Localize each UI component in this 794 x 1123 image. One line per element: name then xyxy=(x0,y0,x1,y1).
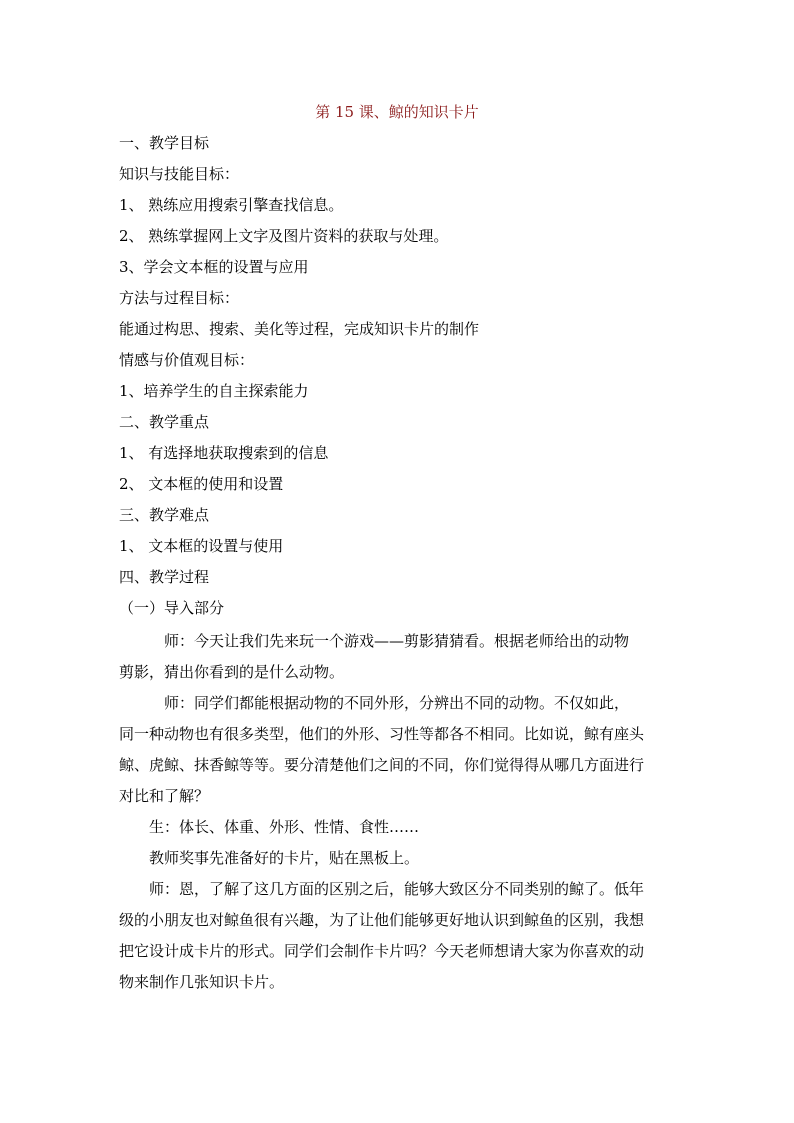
paragraph-line: 生：体长、体重、外形、性情、食性…… xyxy=(119,818,420,836)
paragraph-teacher-cards xyxy=(119,843,719,874)
section-heading-difficulties: 三、教学难点 xyxy=(119,506,210,524)
paragraph-line: 物来制作几张知识卡片。 xyxy=(119,973,285,991)
subheading-introduction: （一）导入部分 xyxy=(119,599,225,617)
paragraph-line: 教师奖事先准备好的卡片，贴在黑板上。 xyxy=(119,849,420,867)
lesson-title: 第 15 课、鲸的知识卡片 xyxy=(315,103,479,121)
list-item: 1、培养学生的自主探索能力 xyxy=(119,382,309,400)
list-item: 1、 有选择地获取搜索到的信息 xyxy=(119,444,329,462)
paragraph-line: 师：今天让我们先来玩一个游戏——剪影猜猜看。根据老师给出的动物 xyxy=(119,632,630,650)
paragraph-line: 剪影，猜出你看到的是什么动物。 xyxy=(119,663,345,681)
paragraph-line: 级的小朋友也对鲸鱼很有兴趣，为了让他们能够更好地认识到鲸鱼的区别，我想 xyxy=(119,911,645,929)
paragraph-line: 同一种动物也有很多类型，他们的外形、习性等都各不相同。比如说，鲸有座头 xyxy=(119,725,645,743)
list-item: 2、 熟练掌握网上文字及图片资料的获取与处理。 xyxy=(119,227,449,245)
list-item: 3、学会文本框的设置与应用 xyxy=(119,258,309,276)
paragraph-student-answer xyxy=(119,812,719,843)
body-line: 能通过构思、搜索、美化等过程，完成知识卡片的制作 xyxy=(119,320,480,338)
subheading-method-process: 方法与过程目标： xyxy=(119,289,240,307)
list-item: 1、 熟练应用搜索引擎查找信息。 xyxy=(119,196,344,214)
paragraph-game-intro xyxy=(119,626,719,688)
paragraph-line: 师：同学们都能根据动物的不同外形，分辨出不同的动物。不仅如此， xyxy=(119,694,630,712)
paragraph-whale-types xyxy=(119,688,719,812)
subheading-knowledge-skills: 知识与技能目标： xyxy=(119,165,240,183)
list-item: 1、 文本框的设置与使用 xyxy=(119,537,284,555)
paragraph-line: 对比和了解？ xyxy=(119,787,210,805)
section-heading-objectives: 一、教学目标 xyxy=(119,134,210,152)
paragraph-line: 师：恩，了解了这几方面的区别之后，能够大致区分不同类别的鲸了。低年 xyxy=(119,880,645,898)
paragraph-card-making xyxy=(119,874,719,998)
section-heading-process: 四、教学过程 xyxy=(119,568,210,586)
paragraph-line: 把它设计成卡片的形式。同学们会制作卡片吗？今天老师想请大家为你喜欢的动 xyxy=(119,942,645,960)
paragraph-line: 鲸、虎鲸、抹香鲸等等。要分清楚他们之间的不同，你们觉得得从哪几方面进行 xyxy=(119,756,645,774)
list-item: 2、 文本框的使用和设置 xyxy=(119,475,284,493)
section-heading-key-points: 二、教学重点 xyxy=(119,413,210,431)
subheading-emotion-values: 情感与价值观目标： xyxy=(119,351,255,369)
